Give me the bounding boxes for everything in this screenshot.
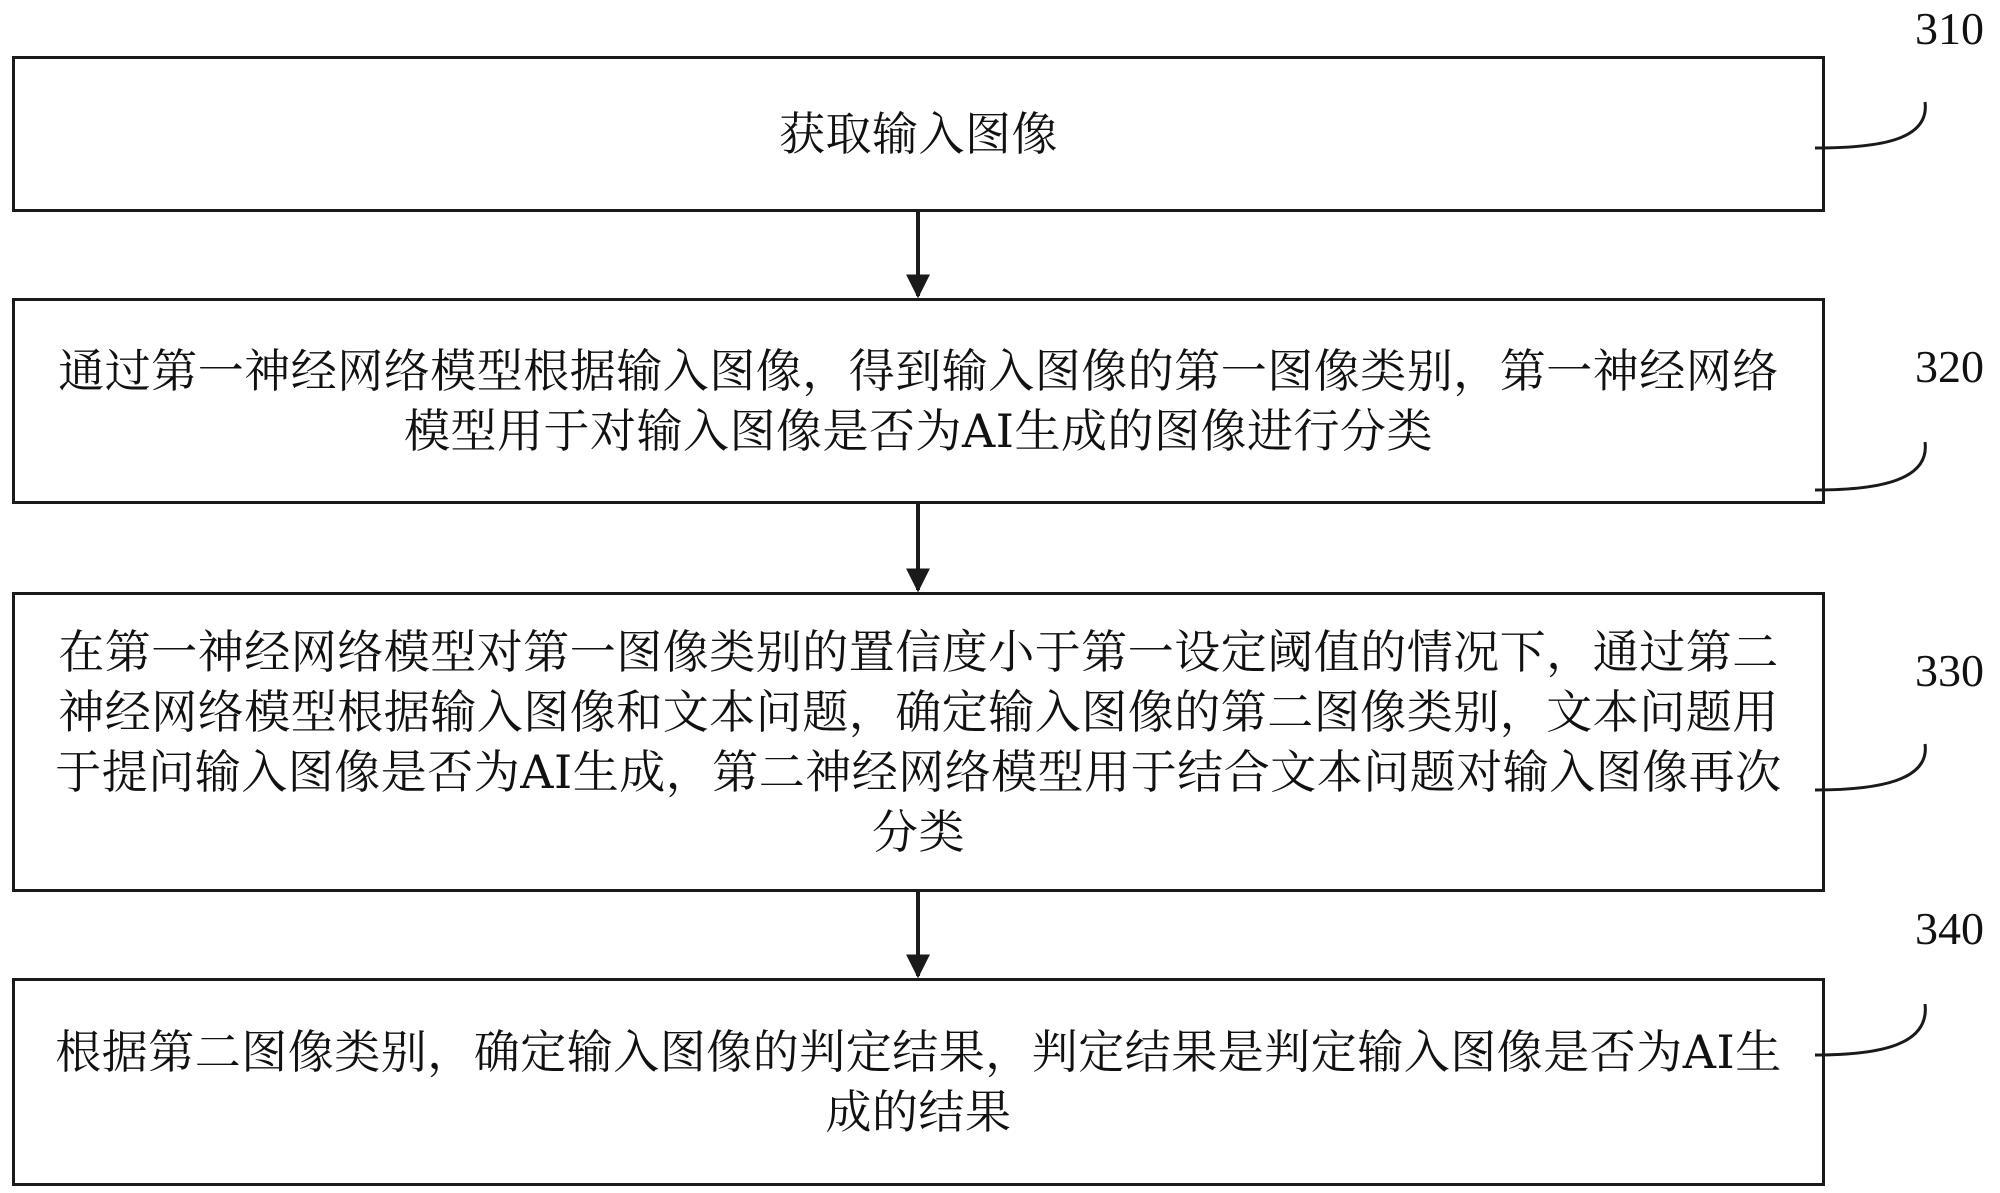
step-ref-330: 330 <box>1915 645 1984 696</box>
step-ref-310: 310 <box>1915 3 1984 54</box>
leader-line-310 <box>1815 102 1925 148</box>
leader-line-320 <box>1815 442 1925 490</box>
leader-line-340 <box>1815 1004 1925 1055</box>
step-text-340: 根据第二图像类别，确定输入图像的判定结果，判定结果是判定输入图像是否为AI生成的结果 <box>55 1025 1782 1139</box>
leader-line-330 <box>1815 744 1925 790</box>
step-ref-320: 320 <box>1915 341 1984 392</box>
step-text-330: 在第一神经网络模型对第一图像类别的置信度小于第一设定阈值的情况下，通过第二神经网络模型根据输入图像和文本问题，确定输入图像的第二图像类别，文本问题用于提问输入图像是否为AI生成，第二神经网络模型用于结合文本问题对输入图像再次分类 <box>55 625 1782 859</box>
step-text-310: 获取输入图像 <box>779 107 1058 161</box>
step-ref-340: 340 <box>1915 903 1984 954</box>
step-text-320: 通过第一神经网络模型根据输入图像，得到输入图像的第一图像类别，第一神经网络模型用于对输入图像是否为AI生成的图像进行分类 <box>58 344 1779 458</box>
